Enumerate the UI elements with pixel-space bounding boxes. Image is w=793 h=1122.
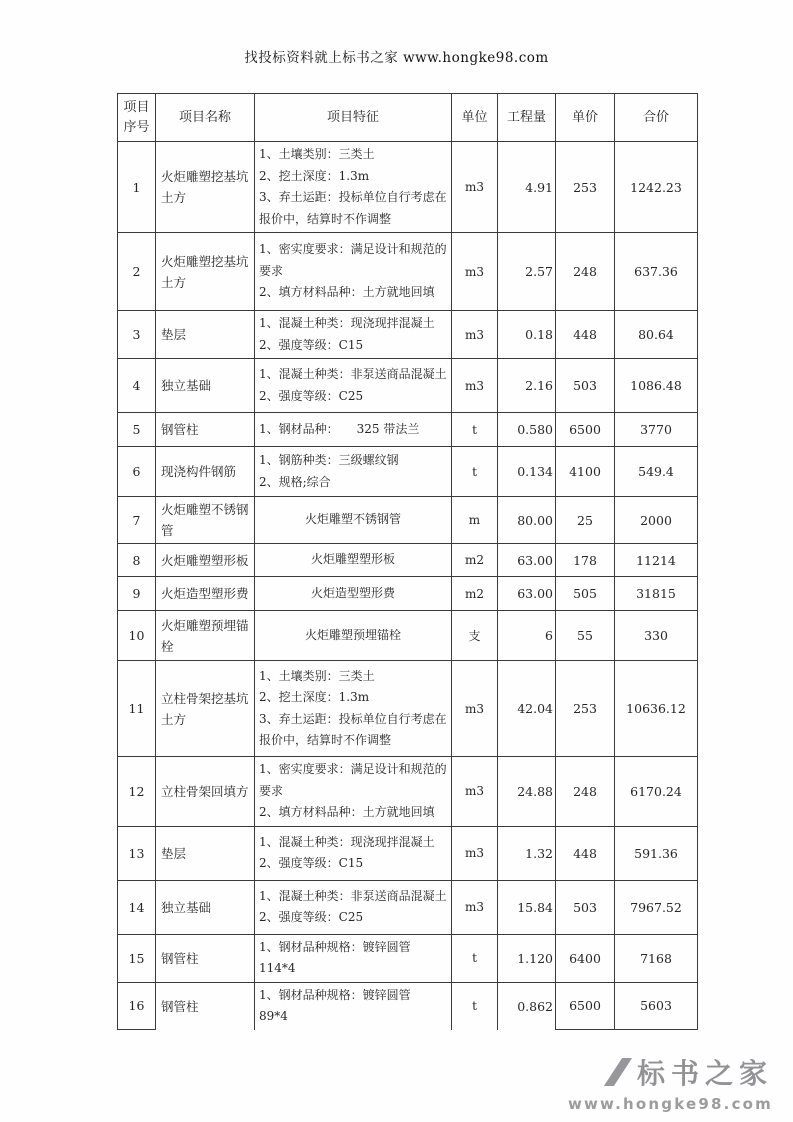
cell-item-name: 钢管柱 xyxy=(156,982,255,1030)
cell-unit-price: 55 xyxy=(556,611,615,661)
cell-total-price: 330 xyxy=(615,611,698,661)
feature-line: 2、强度等级：C25 xyxy=(259,388,364,403)
cell-total-price: 31815 xyxy=(615,577,698,611)
feature-line: 2、强度等级：C15 xyxy=(259,856,364,870)
cell-total-price: 6170.24 xyxy=(615,757,698,827)
cell-quantity: 2.57 xyxy=(498,233,556,311)
cell-item-features xyxy=(255,880,452,934)
cell-quantity: 0.862 xyxy=(498,982,556,1030)
cell-item-features xyxy=(255,934,452,982)
cell-item-features xyxy=(255,311,452,359)
table-row xyxy=(118,611,698,661)
cell-unit-price: 178 xyxy=(556,544,615,577)
feature-line: 2、挖土深度：1.3m xyxy=(259,168,370,183)
cell-total-price: 1242.23 xyxy=(615,142,698,233)
footer-logo-url: www.hongke98.com xyxy=(567,1095,773,1113)
table-row xyxy=(118,577,698,611)
table-row xyxy=(118,497,698,544)
cell-total-price: 5603 xyxy=(615,982,698,1030)
cell-unit: m3 xyxy=(452,757,498,827)
cell-item-name: 立柱骨架挖基坑土方 xyxy=(156,661,255,757)
cell-unit-price: 448 xyxy=(556,826,615,880)
footer-logo xyxy=(568,1052,773,1113)
cell-unit: t xyxy=(452,934,498,982)
cell-item-features xyxy=(255,544,452,577)
cell-item-no: 11 xyxy=(118,661,156,757)
feature-line: 1、钢筋种类：三级螺纹钢 xyxy=(259,453,399,467)
top-watermark-text: 找投标资料就上标书之家 www.hongke98.com xyxy=(244,50,549,66)
cell-item-name: 火炬雕塑挖基坑土方 xyxy=(156,233,255,311)
cell-unit-price: 25 xyxy=(556,497,615,544)
cell-item-no: 1 xyxy=(118,142,156,233)
feature-line: 2、填方材料品种：土方就地回填 xyxy=(259,805,435,819)
feature-line: 火炬雕塑塑形板 xyxy=(310,552,395,567)
cell-quantity: 2.16 xyxy=(498,359,556,413)
cell-item-no: 4 xyxy=(118,359,156,413)
cell-unit-price: 503 xyxy=(556,880,615,934)
feature-line: 1、混凝土种类：非泵送商品混凝土 xyxy=(259,367,447,381)
feature-line: 1、混凝土种类：现浇现拌混凝土 xyxy=(259,316,435,330)
cell-item-name: 火炬雕塑预埋锚栓 xyxy=(156,611,255,661)
feature-line: 1、钢材品种规格：镀锌圆管 114*4 xyxy=(259,939,423,975)
feature-line: 1、土壤类别：三类土 xyxy=(259,668,375,683)
cell-total-price: 10636.12 xyxy=(615,661,698,757)
cell-total-price: 2000 xyxy=(615,497,698,544)
cell-unit: m3 xyxy=(452,880,498,934)
cell-quantity: 1.32 xyxy=(498,826,556,880)
cell-item-features xyxy=(255,661,452,757)
cell-total-price: 1086.48 xyxy=(615,359,698,413)
table-row xyxy=(118,757,698,827)
feature-line: 1、混凝土种类：现浇现拌混凝土 xyxy=(259,834,435,849)
column-header-name: 项目名称 xyxy=(156,94,255,142)
feature-line: 1、混凝土种类：非泵送商品混凝土 xyxy=(259,888,447,903)
column-header-unit: 单位 xyxy=(452,94,498,142)
cell-item-features xyxy=(255,757,452,827)
table-row xyxy=(118,826,698,880)
feature-line: 1、钢材品种： 325 带法兰 xyxy=(259,421,420,436)
feature-line: 1、密实度要求：满足设计和规范的要求 xyxy=(259,762,447,798)
table-row xyxy=(118,359,698,413)
cell-item-features xyxy=(255,359,452,413)
cell-item-features xyxy=(255,497,452,544)
cell-unit-price: 253 xyxy=(556,142,615,233)
cell-quantity: 4.91 xyxy=(498,142,556,233)
cell-item-no: 14 xyxy=(118,880,156,934)
cell-item-features xyxy=(255,233,452,311)
column-header-features: 项目特征 xyxy=(255,94,452,142)
table-row xyxy=(118,880,698,934)
cell-item-name: 钢管柱 xyxy=(156,413,255,447)
cell-item-no: 6 xyxy=(118,447,156,497)
cell-quantity: 0.134 xyxy=(498,447,556,497)
cell-unit: m3 xyxy=(452,311,498,359)
cell-item-no: 7 xyxy=(118,497,156,544)
cell-item-name: 火炬雕塑挖基坑土方 xyxy=(156,142,255,233)
cell-unit: m3 xyxy=(452,359,498,413)
feature-line: 1、密实度要求：满足设计和规范的要求 xyxy=(259,242,447,278)
cell-item-name: 立柱骨架回填方 xyxy=(156,757,255,827)
cell-item-features xyxy=(255,413,452,447)
cell-quantity: 0.580 xyxy=(498,413,556,447)
cell-item-name: 火炬造型塑形费 xyxy=(156,577,255,611)
table-row xyxy=(118,934,698,982)
cell-item-name: 火炬雕塑塑形板 xyxy=(156,544,255,577)
cell-unit: m3 xyxy=(452,661,498,757)
column-header-price: 单价 xyxy=(556,94,615,142)
cell-quantity: 63.00 xyxy=(498,577,556,611)
cell-item-name: 现浇构件钢筋 xyxy=(156,447,255,497)
cell-quantity: 0.18 xyxy=(498,311,556,359)
cell-item-no: 16 xyxy=(118,982,156,1030)
feature-line: 火炬雕塑不锈钢管 xyxy=(304,512,401,527)
cell-quantity: 15.84 xyxy=(498,880,556,934)
cell-unit-price: 448 xyxy=(556,311,615,359)
feature-line: 火炬造型塑形费 xyxy=(310,585,395,600)
table-row xyxy=(118,982,698,1030)
footer-logo-title: 标书之家 xyxy=(636,1057,773,1090)
cell-unit: m3 xyxy=(452,826,498,880)
cell-unit: m2 xyxy=(452,544,498,577)
cell-quantity: 63.00 xyxy=(498,544,556,577)
cell-unit-price: 6400 xyxy=(556,934,615,982)
cell-quantity: 1.120 xyxy=(498,934,556,982)
cell-unit-price: 248 xyxy=(556,233,615,311)
table-row xyxy=(118,544,698,577)
cell-total-price: 7967.52 xyxy=(615,880,698,934)
cell-total-price: 591.36 xyxy=(615,826,698,880)
cell-quantity: 42.04 xyxy=(498,661,556,757)
cell-item-name: 钢管柱 xyxy=(156,934,255,982)
cell-item-features xyxy=(255,577,452,611)
cell-item-no: 15 xyxy=(118,934,156,982)
table-row xyxy=(118,142,698,233)
cell-unit-price: 505 xyxy=(556,577,615,611)
cell-unit-price: 248 xyxy=(556,757,615,827)
cost-table xyxy=(117,93,698,1030)
cell-item-no: 8 xyxy=(118,544,156,577)
feature-line: 2、强度等级：C15 xyxy=(259,337,364,352)
cell-quantity: 80.00 xyxy=(498,497,556,544)
cell-item-no: 12 xyxy=(118,757,156,827)
column-header-total: 合价 xyxy=(615,94,698,142)
feature-line: 2、填方材料品种：土方就地回填 xyxy=(259,285,435,300)
cell-unit-price: 4100 xyxy=(556,447,615,497)
feature-line: 1、土壤类别：三类土 xyxy=(259,147,375,161)
cell-total-price: 80.64 xyxy=(615,311,698,359)
cell-unit: 支 xyxy=(452,611,498,661)
feature-line: 2、挖土深度：1.3m xyxy=(259,690,370,704)
cell-total-price: 3770 xyxy=(615,413,698,447)
table-row xyxy=(118,447,698,497)
cell-item-features xyxy=(255,447,452,497)
cell-item-no: 9 xyxy=(118,577,156,611)
feature-line: 3、弃土运距：投标单位自行考虑在报价中，结算时不作调整 xyxy=(259,190,447,226)
cell-total-price: 7168 xyxy=(615,934,698,982)
feature-line: 2、强度等级：C25 xyxy=(259,910,364,924)
cell-quantity: 24.88 xyxy=(498,757,556,827)
cell-item-features xyxy=(255,982,452,1030)
feature-line: 火炬雕塑预埋锚栓 xyxy=(304,627,401,642)
cell-item-no: 3 xyxy=(118,311,156,359)
column-header-qty: 工程量 xyxy=(498,94,556,142)
table-row xyxy=(118,233,698,311)
cell-item-no: 2 xyxy=(118,233,156,311)
feature-line: 2、规格;综合 xyxy=(259,474,331,489)
cell-unit-price: 503 xyxy=(556,359,615,413)
cell-unit-price: 253 xyxy=(556,661,615,757)
cell-unit: m2 xyxy=(452,577,498,611)
cell-total-price: 549.4 xyxy=(615,447,698,497)
table-row xyxy=(118,413,698,447)
cell-item-name: 垫层 xyxy=(156,826,255,880)
table-row xyxy=(118,311,698,359)
cell-unit: t xyxy=(452,982,498,1030)
table-row xyxy=(118,661,698,757)
cell-total-price: 11214 xyxy=(615,544,698,577)
cell-unit-price: 6500 xyxy=(556,413,615,447)
cell-item-features xyxy=(255,611,452,661)
cell-quantity: 6 xyxy=(498,611,556,661)
cell-unit: m3 xyxy=(452,142,498,233)
cell-item-no: 5 xyxy=(118,413,156,447)
cell-unit: m3 xyxy=(452,233,498,311)
cell-unit: t xyxy=(452,413,498,447)
feature-line: 1、钢材品种规格：镀锌圆管 89*4 xyxy=(259,987,423,1023)
cell-item-no: 10 xyxy=(118,611,156,661)
cell-item-features xyxy=(255,142,452,233)
cell-unit: m xyxy=(452,497,498,544)
column-header-no: 项目序号 xyxy=(118,94,156,142)
logo-slash-icon xyxy=(604,1058,632,1086)
table-header-row xyxy=(118,94,698,142)
feature-line: 3、弃土运距：投标单位自行考虑在报价中，结算时不作调整 xyxy=(259,711,447,747)
cell-item-name: 独立基础 xyxy=(156,359,255,413)
cell-item-name: 独立基础 xyxy=(156,880,255,934)
table-body xyxy=(118,142,698,1030)
cell-unit-price: 6500 xyxy=(556,982,615,1030)
cell-total-price: 637.36 xyxy=(615,233,698,311)
cell-item-name: 垫层 xyxy=(156,311,255,359)
cell-unit: t xyxy=(452,447,498,497)
cell-item-no: 13 xyxy=(118,826,156,880)
cell-item-name: 火炬雕塑不锈钢管 xyxy=(156,497,255,544)
cell-item-features xyxy=(255,826,452,880)
